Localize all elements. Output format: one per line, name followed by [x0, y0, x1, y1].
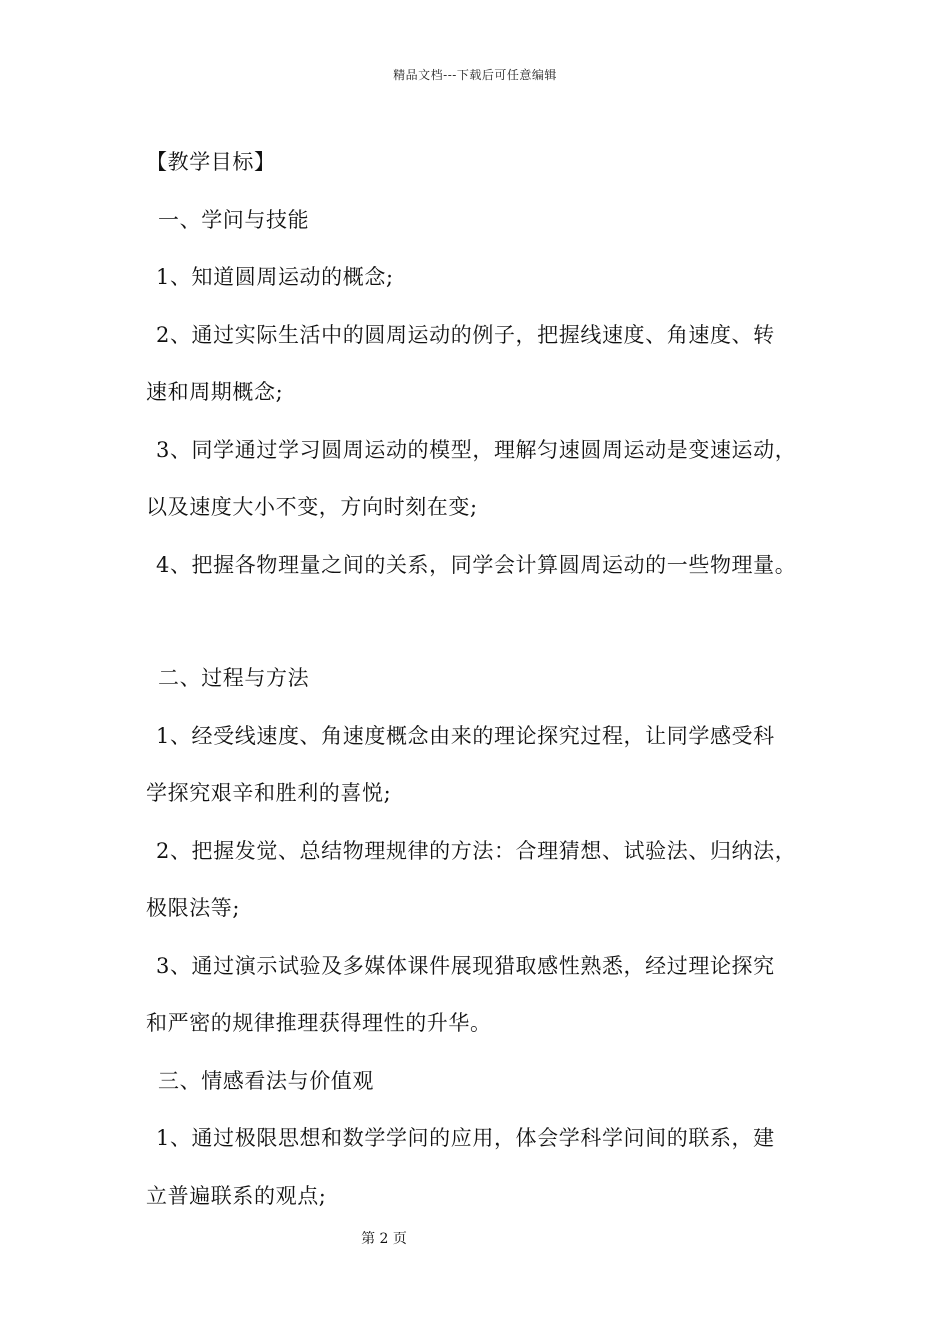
- page-number: 第 2 页: [361, 1231, 407, 1247]
- part2-item1-line2: 学探究艰辛和胜利的喜悦;: [146, 781, 392, 805]
- part1-item2-line2: 速和周期概念;: [146, 380, 284, 404]
- document-body: [146, 134, 826, 1225]
- part1-item3-line2: 以及速度大小不变，方向时刻在变;: [146, 495, 478, 519]
- part1-item3-line1: 3、同学通过学习圆周运动的模型，理解匀速圆周运动是变速运动，: [156, 437, 797, 462]
- part3-item1-line2: 立普遍联系的观点;: [146, 1183, 327, 1208]
- part1-heading: 一、学问与技能: [158, 207, 310, 232]
- paragraph-gap: [146, 594, 826, 650]
- page-header: 精品文档---下载后可任意编辑: [393, 68, 557, 82]
- section-heading: 【教学目标】: [146, 150, 276, 174]
- part1-item4: 4、把握各物理量之间的关系，同学会计算圆周运动的一些物理量。: [156, 552, 797, 577]
- part2-item2-line1: 2、把握发觉、总结物理规律的方法：合理猜想、试验法、归纳法，: [156, 838, 797, 863]
- part1-item2-line1: 2、通过实际生活中的圆周运动的例子，把握线速度、角速度、转: [156, 322, 775, 347]
- part3-heading: 三、情感看法与价值观: [158, 1068, 374, 1093]
- part1-item1: 1、知道圆周运动的概念;: [156, 265, 394, 289]
- part2-item2-line2: 极限法等;: [146, 896, 241, 920]
- part2-item3-line1: 3、通过演示试验及多媒体课件展现猎取感性熟悉，经过理论探究: [156, 953, 775, 978]
- part2-item1-line1: 1、经受线速度、角速度概念由来的理论探究过程，让同学感受科: [156, 723, 775, 748]
- part2-heading: 二、过程与方法: [158, 666, 310, 690]
- part2-item3-line2: 和严密的规律推理获得理性的升华。: [146, 1011, 492, 1035]
- part3-item1-line1: 1、通过极限思想和数学学问的应用，体会学科学问间的联系，建: [156, 1126, 775, 1150]
